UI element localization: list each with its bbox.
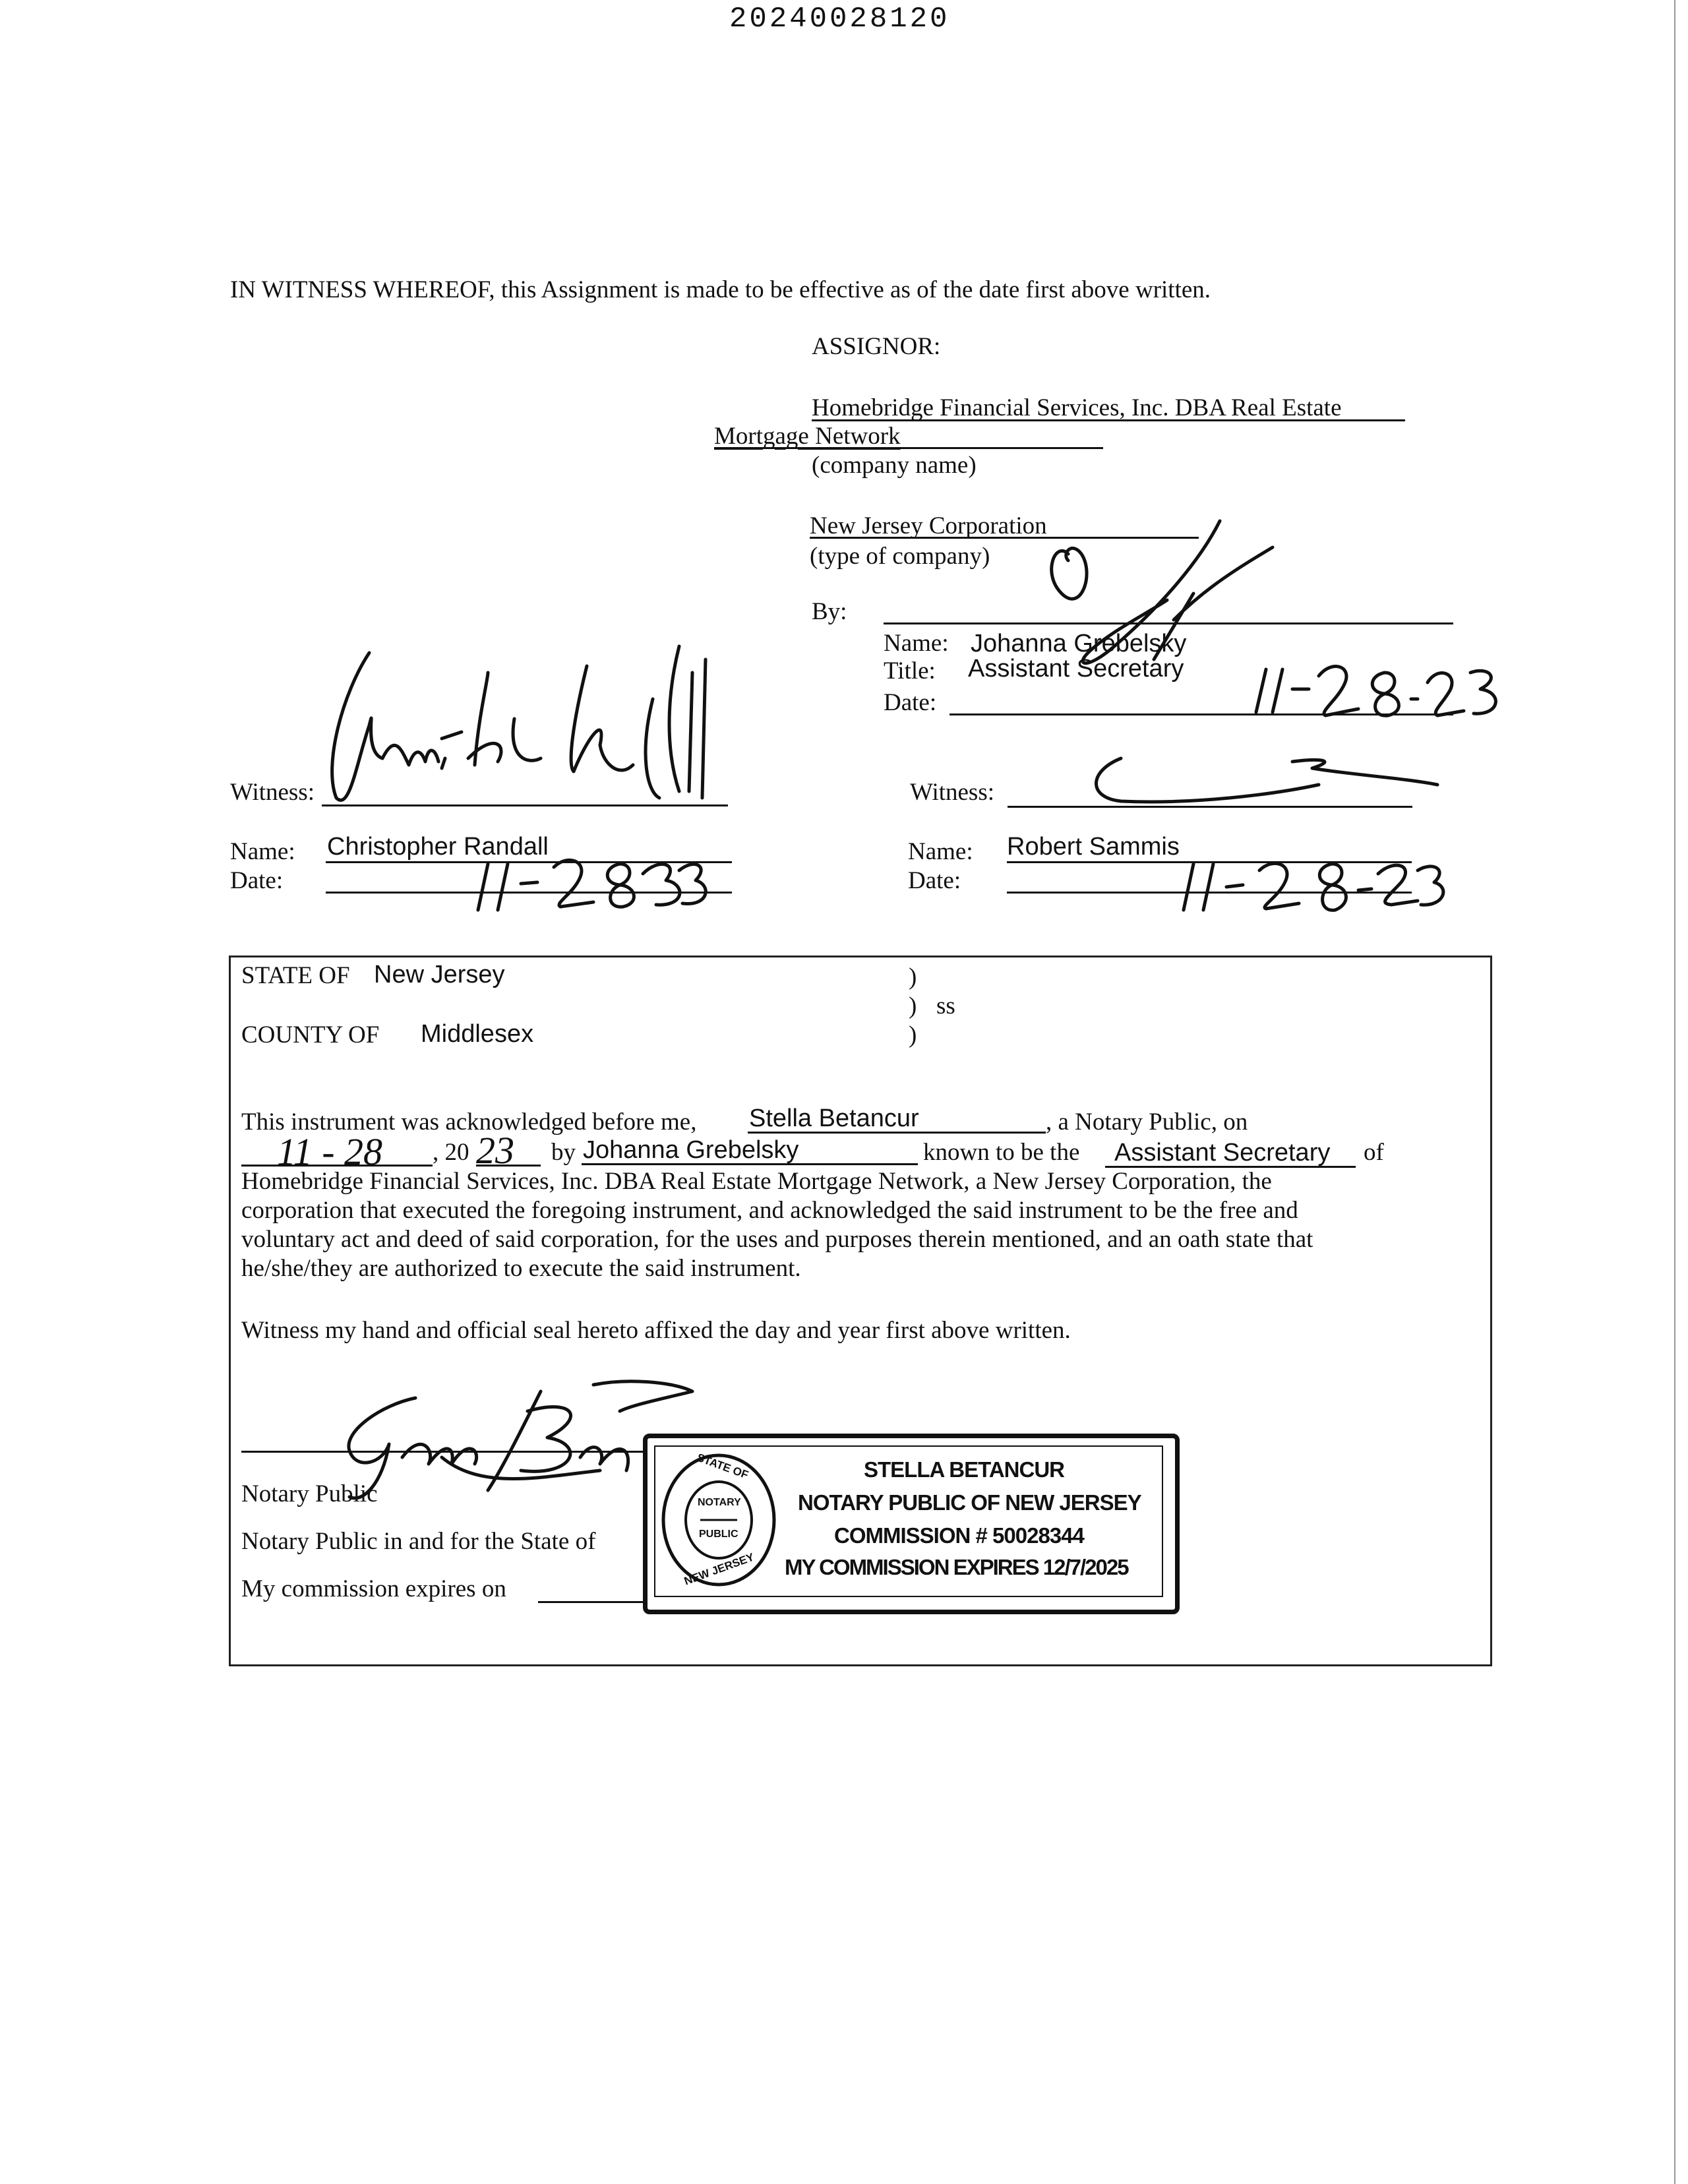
ack-of: of	[1364, 1139, 1384, 1166]
ack-year-prefix: , 20	[433, 1139, 469, 1166]
company-name-line2: Mortgage Network	[714, 423, 901, 450]
ack-body-line3: voluntary act and deed of said corporation, for the uses and purposes therein mentioned, and an oath state that	[241, 1226, 1313, 1253]
stamp-line4: MY COMMISSION EXPIRES 12/7/2025	[785, 1555, 1128, 1579]
company-line1-rule	[812, 419, 1405, 421]
company-line2-rule	[714, 447, 1103, 449]
company-type-caption: (type of company)	[810, 543, 990, 570]
left-name-label: Name:	[230, 838, 295, 865]
ack-signer-name: Johanna Grebelsky	[583, 1136, 799, 1164]
assignor-date-handwritten	[1253, 653, 1517, 725]
company-name-caption: (company name)	[812, 452, 977, 479]
notary-signature-line	[241, 1451, 644, 1453]
ack-body-line1: Homebridge Financial Services, Inc. DBA Real Estate Mortgage Network, a New Jersey Corporation, the	[241, 1168, 1272, 1195]
notary-public-label: Notary Public	[241, 1480, 378, 1507]
left-witness-label: Witness:	[230, 779, 315, 806]
county-value: Middlesex	[421, 1020, 534, 1048]
company-name-line1: Homebridge Financial Services, Inc. DBA Real Estate	[812, 394, 1342, 421]
ack-signer-line	[582, 1163, 918, 1165]
stamp-line1: STELLA BETANCUR	[864, 1457, 1064, 1482]
stamp-line2: NOTARY PUBLIC OF NEW JERSEY	[798, 1490, 1141, 1515]
document-number: 20240028120	[729, 3, 950, 36]
stamp-line3: COMMISSION # 50028344	[834, 1523, 1084, 1548]
paren-3: )	[909, 1021, 917, 1048]
state-label: STATE OF	[241, 962, 350, 989]
left-witness-signature	[310, 633, 738, 818]
right-name-value: Robert Sammis	[1007, 833, 1180, 861]
ack-year-handwritten: 23	[476, 1129, 514, 1172]
notary-state-of-label: Notary Public in and for the State of	[241, 1528, 596, 1555]
notary-signature	[323, 1372, 692, 1503]
company-type: New Jersey Corporation	[810, 512, 1047, 539]
right-witness-label: Witness:	[910, 779, 995, 806]
county-label: COUNTY OF	[241, 1021, 380, 1048]
notary-commission-line	[538, 1601, 644, 1603]
right-name-label: Name:	[908, 838, 973, 865]
witness-clause: IN WITNESS WHEREOF, this Assignment is made to be effective as of the date first above written.	[230, 276, 1211, 303]
ack-notary-name-line	[748, 1132, 1046, 1134]
notary-commission-label: My commission expires on	[241, 1575, 506, 1602]
ack-signer-title: Assistant Secretary	[1114, 1139, 1331, 1167]
ack-notary-name: Stella Betancur	[749, 1105, 919, 1132]
ack-date-line	[241, 1165, 433, 1167]
witness-hand-text: Witness my hand and official seal hereto affixed the day and year first above written.	[241, 1317, 1071, 1344]
left-date-label: Date:	[230, 867, 284, 894]
assignor-date-label: Date:	[884, 689, 937, 716]
ack-by: by	[551, 1139, 576, 1166]
state-value: New Jersey	[374, 961, 505, 988]
right-date-label: Date:	[908, 867, 961, 894]
ack-prefix: This instrument was acknowledged before me,	[241, 1108, 697, 1136]
ack-suffix: , a Notary Public, on	[1046, 1108, 1248, 1136]
seal-mid-text-2: PUBLIC	[699, 1529, 738, 1540]
paren-2: )	[909, 992, 917, 1019]
seal-mid-text-1: NOTARY	[698, 1497, 741, 1508]
ack-date-handwritten: 11 - 28	[277, 1130, 383, 1173]
right-date-handwritten	[1174, 844, 1451, 917]
ack-body-line2: corporation that executed the foregoing instrument, and acknowledged the said instrument to be the free and	[241, 1197, 1298, 1224]
right-witness-signature	[1075, 739, 1444, 818]
seal-bottom-text: NEW JERSEY	[682, 1550, 756, 1588]
assignor-name-label: Name:	[884, 630, 949, 657]
ack-year-line	[476, 1165, 541, 1167]
right-edge-mark	[1674, 0, 1675, 2184]
assignor-label: ASSIGNOR:	[812, 333, 941, 360]
left-date-handwritten	[468, 844, 719, 917]
assignor-title-label: Title:	[884, 657, 936, 684]
ack-body-line4: he/she/they are authorized to execute the said instrument.	[241, 1255, 801, 1282]
ss-label: ss	[936, 992, 955, 1019]
assignor-name-value: Johanna Grebelsky	[971, 630, 1187, 657]
ack-known: known to be the	[923, 1139, 1080, 1166]
paren-1: )	[909, 963, 917, 990]
left-name-value: Christopher Randall	[327, 833, 549, 861]
assignor-title-value: Assistant Secretary	[968, 655, 1184, 682]
seal-top-text: STATE OF	[695, 1451, 750, 1482]
by-label: By:	[812, 598, 847, 625]
